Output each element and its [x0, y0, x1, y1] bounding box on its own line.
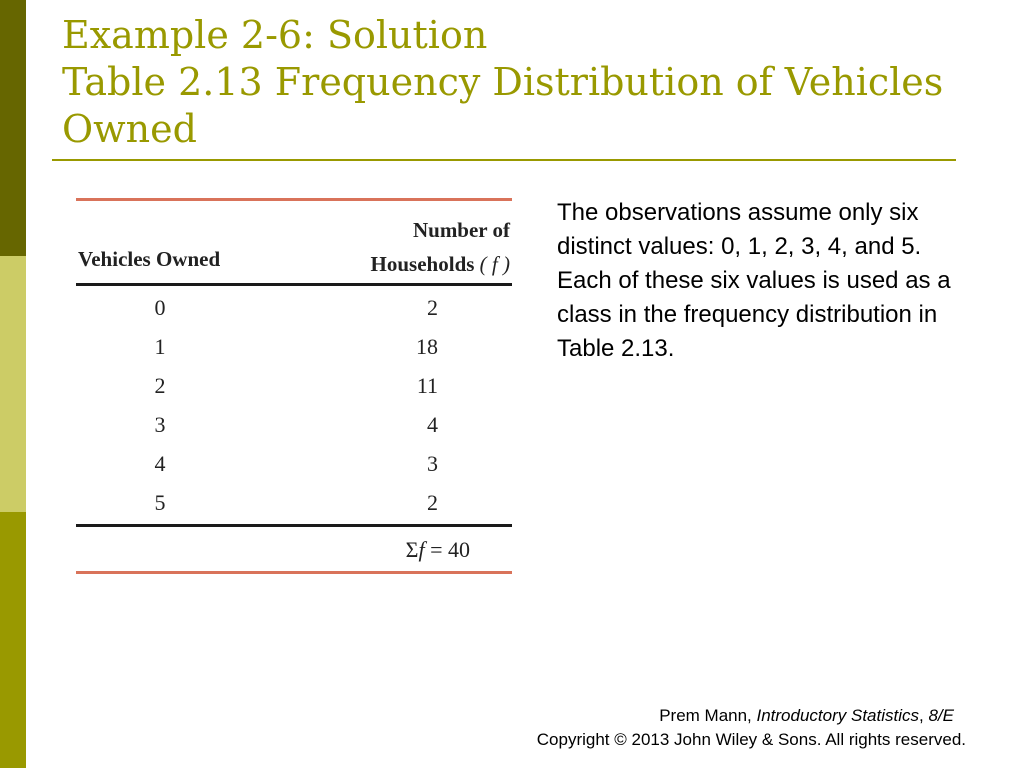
vehicles-cell: 1 — [154, 334, 166, 359]
title-line-3: Owned — [62, 107, 197, 151]
sidebar-accent-top — [0, 0, 26, 256]
footer-edition: 8/E — [928, 706, 954, 725]
footer-copyright: Copyright © 2013 John Wiley & Sons. All rights reserved. — [536, 730, 966, 749]
footer-credit — [537, 704, 966, 752]
total-f-symbol: f — [418, 537, 425, 562]
table-row — [76, 367, 512, 406]
table-total-row — [76, 527, 512, 571]
sigma-symbol: Σ — [405, 537, 419, 562]
header-col2-symbol: ( f ) — [479, 252, 510, 276]
footer-book-title: Introductory Statistics — [756, 706, 920, 725]
households-cell: 4 — [427, 412, 438, 437]
table-header — [76, 201, 512, 283]
vehicles-cell: 0 — [154, 295, 166, 320]
sidebar-accent-bottom — [0, 512, 26, 768]
households-cell: 18 — [416, 334, 438, 359]
vehicles-cell: 5 — [154, 490, 166, 515]
sidebar-accent-middle — [0, 256, 26, 512]
header-col2-households: Households — [370, 252, 475, 276]
vehicles-cell: 4 — [154, 451, 166, 476]
households-cell: 2 — [427, 295, 438, 320]
vehicles-cell: 3 — [154, 412, 166, 437]
households-cell: 2 — [427, 490, 438, 515]
header-col2-line1: Number of — [412, 218, 510, 242]
total-value: = 40 — [424, 537, 470, 562]
table-row — [76, 445, 512, 484]
table-row — [76, 406, 512, 445]
table-row — [76, 289, 512, 328]
households-cell: 11 — [416, 373, 438, 398]
title-divider — [52, 159, 956, 161]
slide-title — [62, 12, 962, 153]
footer-author: Prem Mann, — [659, 706, 757, 725]
table-bottom-rule — [76, 571, 512, 574]
header-number-of-households — [371, 213, 510, 281]
header-col2-line2 — [371, 247, 510, 281]
header-vehicles-owned: Vehicles Owned — [78, 247, 221, 271]
description-text: The observations assume only six distinct values: 0, 1, 2, 3, 4, and 5. Each of these six values is used as a class in the frequency distribution in Table 2.13. — [557, 199, 951, 362]
table-row — [76, 484, 512, 523]
footer-citation — [537, 704, 954, 728]
table-row — [76, 328, 512, 367]
households-cell: 3 — [427, 451, 438, 476]
title-line-1: Example 2-6: Solution — [62, 13, 488, 57]
total-cell — [406, 537, 470, 563]
vehicles-cell: 2 — [154, 373, 166, 398]
table-body — [76, 286, 512, 524]
title-line-2: Table 2.13 Frequency Distribution of Vehicles — [62, 60, 944, 104]
footer-separator: , — [919, 706, 929, 725]
frequency-table — [76, 198, 512, 574]
